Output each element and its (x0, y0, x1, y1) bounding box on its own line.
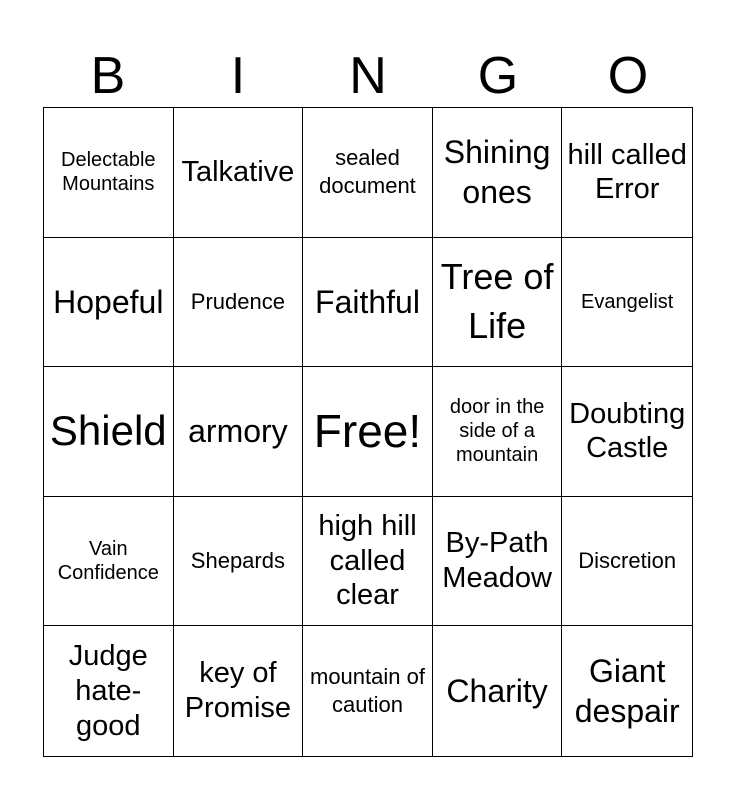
header-letter-g: G (477, 47, 519, 105)
bingo-cell[interactable]: Shining ones (433, 108, 563, 238)
bingo-cell[interactable]: Doubting Castle (562, 367, 692, 497)
bingo-cell[interactable]: Evangelist (562, 238, 692, 368)
header-letter-o: O (607, 47, 649, 105)
header-letter-n: N (349, 47, 387, 105)
bingo-cell[interactable]: high hill called clear (303, 497, 433, 627)
bingo-cell[interactable]: door in the side of a mountain (433, 367, 563, 497)
bingo-cell[interactable]: Judge hate-good (44, 626, 174, 756)
bingo-cell[interactable]: armory (174, 367, 304, 497)
bingo-cell[interactable]: Discretion (562, 497, 692, 627)
bingo-board (43, 107, 693, 757)
bingo-cell[interactable]: Shield (44, 367, 174, 497)
bingo-cell[interactable]: Shepards (174, 497, 304, 627)
bingo-cell[interactable]: Tree of Life (433, 238, 563, 368)
bingo-cell[interactable]: Vain Confidence (44, 497, 174, 627)
bingo-cell[interactable]: Hopeful (44, 238, 174, 368)
bingo-cell[interactable]: Giant despair (574, 653, 680, 730)
bingo-cell[interactable]: Prudence (174, 238, 304, 368)
bingo-cell[interactable]: Talkative (174, 108, 304, 238)
bingo-cell[interactable]: Faithful (303, 238, 433, 368)
bingo-cell[interactable]: mountain of caution (303, 626, 433, 756)
bingo-cell[interactable]: Charity (433, 626, 563, 756)
header-letter-b: B (90, 47, 126, 105)
bingo-cell[interactable]: Delectable Mountains (44, 108, 174, 238)
bingo-header (43, 44, 693, 108)
header-letter-i: I (230, 47, 246, 105)
bingo-cell[interactable]: By-Path Meadow (433, 497, 563, 627)
free-space-cell[interactable]: Free! (303, 367, 433, 497)
bingo-cell[interactable]: key of Promise (174, 626, 304, 756)
bingo-cell[interactable]: hill called Error (562, 108, 692, 238)
bingo-cell[interactable]: sealed document (303, 108, 433, 238)
